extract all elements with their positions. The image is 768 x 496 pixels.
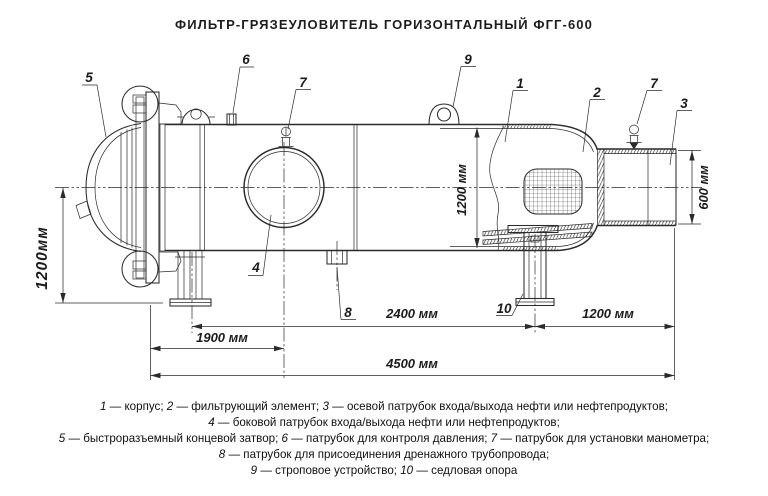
dim-supports-span: 2400 мм bbox=[386, 306, 438, 321]
legend-number: 10 bbox=[400, 463, 414, 477]
dim-shell-diameter: 1200 мм bbox=[454, 164, 469, 216]
legend-number: 1 bbox=[99, 400, 107, 413]
drain-nozzle bbox=[327, 241, 347, 290]
legend-text: — строповое устройство; bbox=[257, 463, 401, 477]
dim-head-to-side-nozzle: 1900 мм bbox=[196, 330, 248, 345]
closure-lug bbox=[182, 110, 210, 125]
legend-number: 2 bbox=[166, 400, 174, 413]
legend-number: 9 bbox=[250, 463, 258, 477]
drawing-title: ФИЛЬТР-ГРЯЗЕУЛОВИТЕЛЬ ГОРИЗОНТАЛЬНЫЙ ФГГ-600 bbox=[175, 17, 593, 32]
legend-line-1 bbox=[0, 399, 768, 415]
legend-line-3 bbox=[0, 431, 768, 447]
legend-line-4 bbox=[0, 447, 768, 463]
clamp-top bbox=[122, 86, 158, 122]
legend-number: 3 bbox=[322, 400, 329, 413]
manometer-fitting-left bbox=[279, 127, 294, 147]
legend-number: 6 bbox=[281, 431, 288, 445]
legend-line-5 bbox=[0, 463, 768, 479]
callout-2: 2 bbox=[593, 85, 601, 100]
legend-number: 7 bbox=[490, 431, 498, 445]
filter-element bbox=[524, 169, 582, 214]
callout-6: 6 bbox=[242, 52, 250, 67]
dimension-lines bbox=[34, 128, 711, 381]
legend-text: — быстроразъемный концевой затвор; bbox=[65, 431, 282, 445]
callout-9: 9 bbox=[464, 52, 472, 67]
legend bbox=[0, 399, 768, 479]
dim-overall-length: 4500 мм bbox=[386, 356, 438, 371]
lifting-lug bbox=[429, 104, 459, 125]
legend-text: — патрубок для контроля давления; bbox=[288, 431, 491, 445]
pressure-nozzle bbox=[227, 114, 236, 125]
left-support bbox=[170, 251, 211, 334]
axial-nozzle bbox=[598, 149, 677, 226]
legend-text: — патрубок для установки манометра; bbox=[497, 431, 710, 445]
callout-4: 4 bbox=[252, 260, 260, 275]
legend-number: 5 bbox=[58, 431, 66, 445]
legend-text: — патрубок для присоединения дренажного трубопровода; bbox=[225, 447, 550, 461]
dim-nozzle-diameter: 600 мм bbox=[696, 165, 711, 210]
callout-10: 10 bbox=[496, 301, 512, 316]
callout-5: 5 bbox=[85, 70, 93, 85]
callout-1: 1 bbox=[516, 76, 524, 91]
legend-text: — седловая опора bbox=[413, 463, 518, 477]
callout-3: 3 bbox=[680, 96, 688, 111]
callout-7-right: 7 bbox=[650, 76, 658, 91]
dim-head-height: 1200мм bbox=[34, 226, 51, 290]
legend-number: 4 bbox=[208, 415, 215, 429]
legend-line-2 bbox=[0, 415, 768, 431]
callout-8: 8 bbox=[344, 305, 352, 320]
legend-text: — осевой патрубок входа/выхода нефти или нефтепродуктов; bbox=[328, 400, 668, 413]
callout-7-left: 7 bbox=[299, 75, 307, 90]
manometer-fitting-right bbox=[627, 125, 642, 150]
legend-text: — фильтрующий элемент; bbox=[173, 400, 323, 413]
dim-nozzle-overhang: 1200 мм bbox=[582, 306, 634, 321]
legend-text: — корпус; bbox=[106, 400, 167, 413]
legend-text: — боковой патрубок входа/выхода нефти или нефтепродуктов; bbox=[214, 415, 560, 429]
legend-number: 8 bbox=[218, 447, 226, 461]
